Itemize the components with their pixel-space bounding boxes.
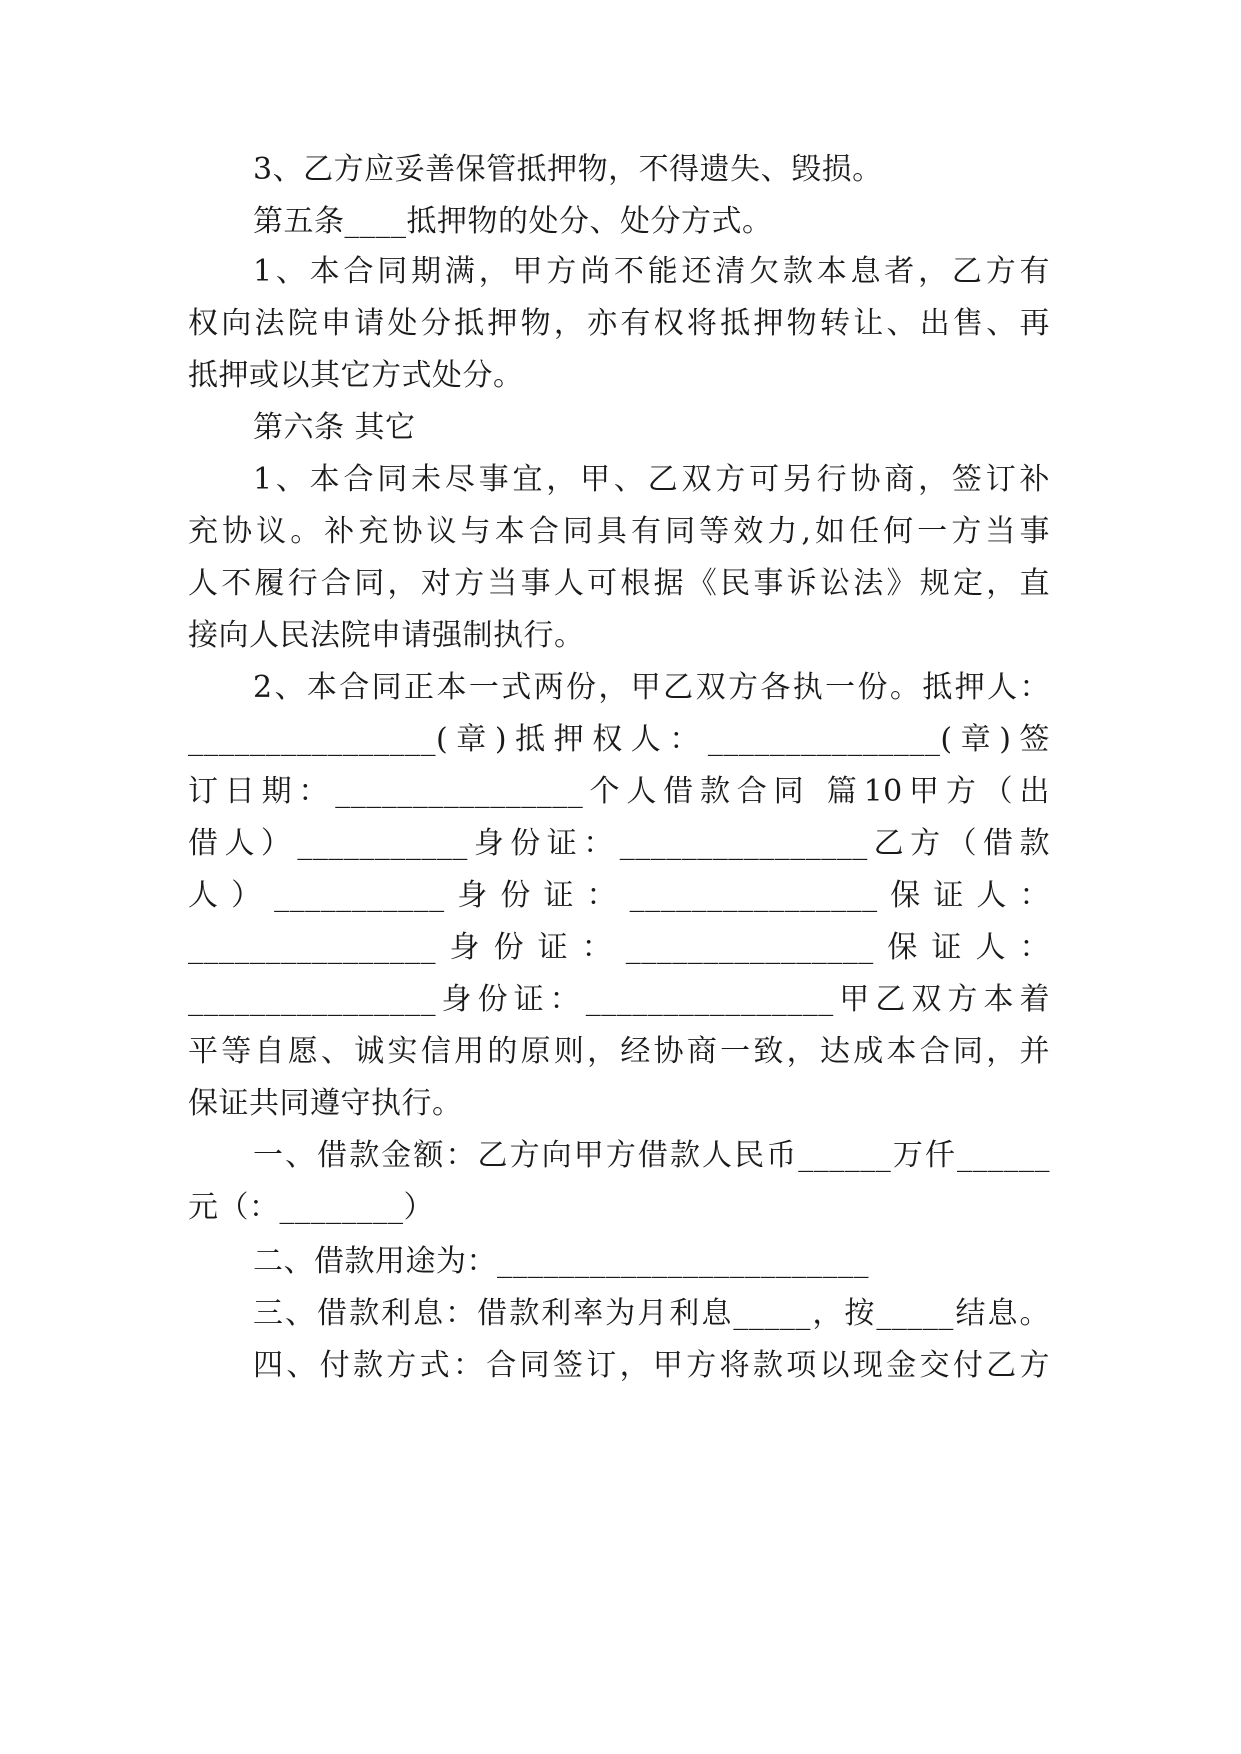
text-line: 二、借款用途为：________________________: [253, 1244, 869, 1279]
text-line: 平等自愿、诚实信用的原则，经协商一致，达成本合同，并: [188, 1034, 1050, 1069]
text-line: 抵押或以其它方式处分。: [188, 358, 524, 393]
text-line: ________________身份证：________________甲乙双方本着: [188, 982, 1050, 1017]
text-line: 人）___________身份证：________________保证人：: [188, 878, 1050, 913]
text-line: 元（：________）: [188, 1190, 434, 1225]
text-line: 充协议。补充协议与本合同具有同等效力,如任何一方当事: [188, 514, 1050, 549]
text-line: 2、本合同正本一式两份，甲乙双方各执一份。抵押人：: [253, 670, 1050, 705]
text-line: 接向人民法院申请强制执行。: [188, 618, 585, 653]
text-line: 1、本合同期满，甲方尚不能还清欠款本息者，乙方有: [253, 254, 1050, 289]
text-line: 3、乙方应妥善保管抵押物，不得遗失、毁损。: [253, 152, 883, 187]
text-line: ________________(章)抵押权人：_______________(章)签: [188, 722, 1050, 757]
text-line: 四、付款方式：合同签订，甲方将款项以现金交付乙方: [253, 1348, 1050, 1383]
text-line: 第五条____抵押物的处分、处分方式。: [253, 204, 773, 239]
text-line: 保证共同遵守执行。: [188, 1086, 463, 1121]
text-line: 一、借款金额：乙方向甲方借款人民币______万仟______: [253, 1138, 1050, 1173]
text-line: 第六条 其它: [253, 410, 416, 445]
text-line: 订日期：________________个人借款合同 篇10甲方（出: [188, 774, 1050, 809]
text-line: 借人）___________身份证：________________乙方（借款: [188, 826, 1050, 861]
text-line: 1、本合同未尽事宜，甲、乙双方可另行协商，签订补: [253, 462, 1050, 497]
text-line: ________________身份证：________________保证人：: [188, 930, 1050, 965]
text-line: 权向法院申请处分抵押物，亦有权将抵押物转让、出售、再: [188, 306, 1050, 341]
text-line: 三、借款利息：借款利率为月利息_____，按_____结息。: [253, 1296, 1050, 1331]
text-line: 人不履行合同，对方当事人可根据《民事诉讼法》规定，直: [188, 566, 1050, 601]
